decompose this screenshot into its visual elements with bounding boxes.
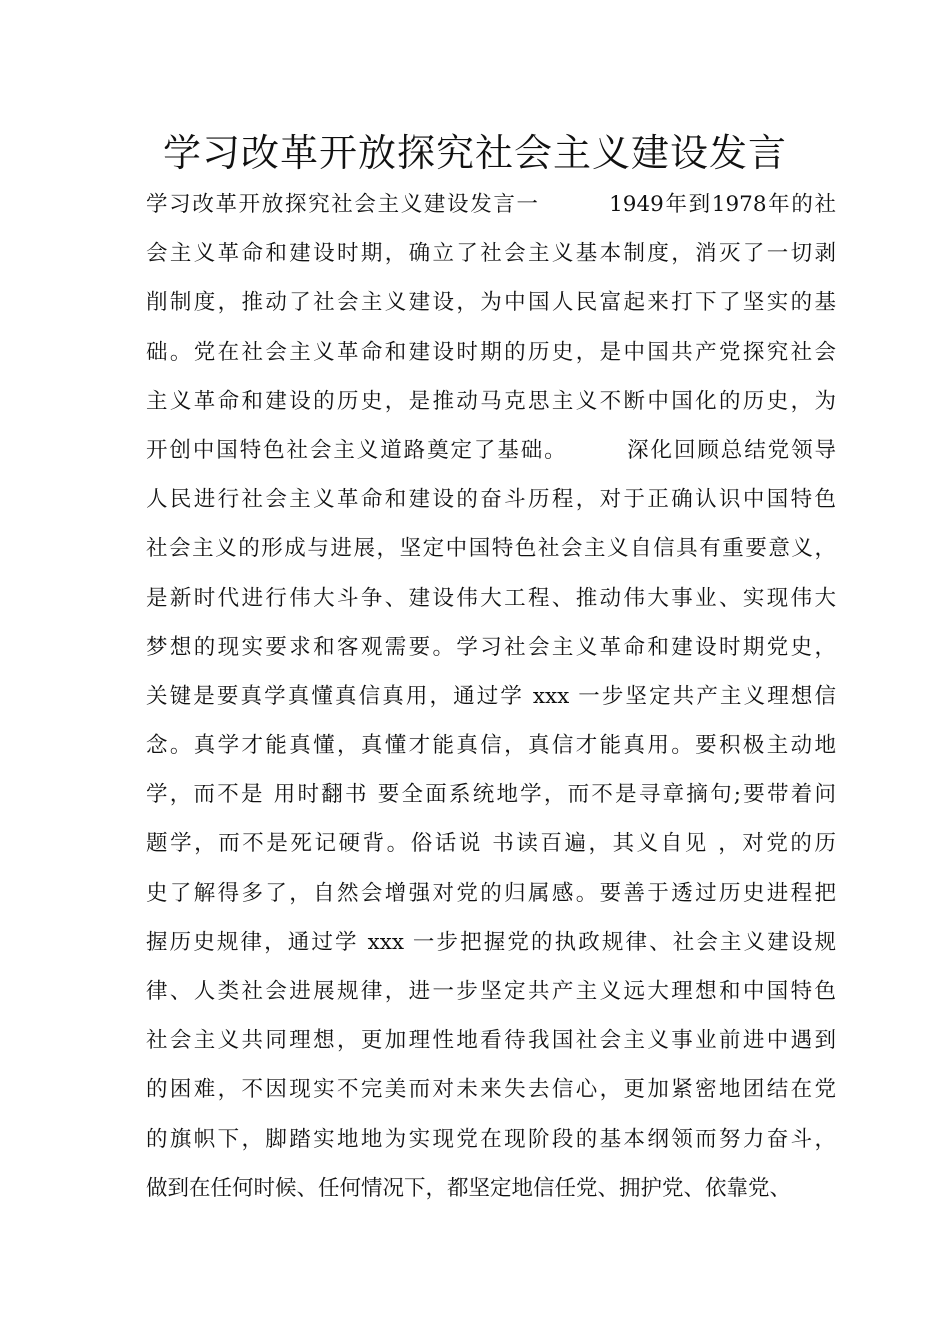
body-line: 关键是要真学真懂真信真用，通过学 xxx 一步坚定共产主义理想信 xyxy=(146,683,836,709)
body-line: 的旗帜下，脚踏实地地为实现党在现阶段的基本纲领而努力奋斗， xyxy=(146,1126,836,1152)
body-line: 是新时代进行伟大斗争、建设伟大工程、推动伟大事业、实现伟大 xyxy=(146,585,836,611)
body-line: 学，而不是 用时翻书 要全面系统地学，而不是寻章摘句;要带着问 xyxy=(146,782,836,808)
body-line: 梦想的现实要求和客观需要。学习社会主义革命和建设时期党史， xyxy=(146,634,836,660)
body-line: 会主义革命和建设时期，确立了社会主义基本制度，消灭了一切剥 xyxy=(146,241,836,267)
body-line: 律、人类社会进展规律，进一步坚定共产主义远大理想和中国特色 xyxy=(146,979,836,1004)
document-body xyxy=(146,180,836,1213)
body-line: 学习改革开放探究社会主义建设发言一 1949年到1978年的社 xyxy=(146,192,836,217)
body-line: 开创中国特色社会主义道路奠定了基础。 深化回顾总结党领导 xyxy=(146,437,836,463)
body-line: 握历史规律，通过学 xxx 一步把握党的执政规律、社会主义建设规 xyxy=(146,929,836,955)
body-line: 主义革命和建设的历史，是推动马克思主义不断中国化的历史，为 xyxy=(146,388,836,414)
body-line: 念。真学才能真懂，真懂才能真信，真信才能真用。要积极主动地 xyxy=(146,733,836,759)
body-line: 做到在任何时候、任何情况下，都坚定地信任党、拥护党、依靠党、 xyxy=(146,1175,792,1201)
body-line: 的困难，不因现实不完美而对未来失去信心，更加紧密地团结在党 xyxy=(146,1077,836,1103)
body-line: 社会主义的形成与进展，坚定中国特色社会主义自信具有重要意义， xyxy=(146,536,836,562)
body-line: 题学，而不是死记硬背。俗话说 书读百遍，其义自见 ，对党的历 xyxy=(146,831,836,857)
body-line: 社会主义共同理想，更加理性地看待我国社会主义事业前进中遇到 xyxy=(146,1028,836,1054)
body-line: 削制度，推动了社会主义建设，为中国人民富起来打下了坚实的基 xyxy=(146,290,836,316)
body-line: 础。党在社会主义革命和建设时期的历史，是中国共产党探究社会 xyxy=(146,339,836,365)
document-title: 学习改革开放探究社会主义建设发言 xyxy=(162,131,787,175)
body-line: 人民进行社会主义革命和建设的奋斗历程，对于正确认识中国特色 xyxy=(146,487,836,513)
body-line: 史了解得多了，自然会增强对党的归属感。要善于透过历史进程把 xyxy=(146,880,836,906)
